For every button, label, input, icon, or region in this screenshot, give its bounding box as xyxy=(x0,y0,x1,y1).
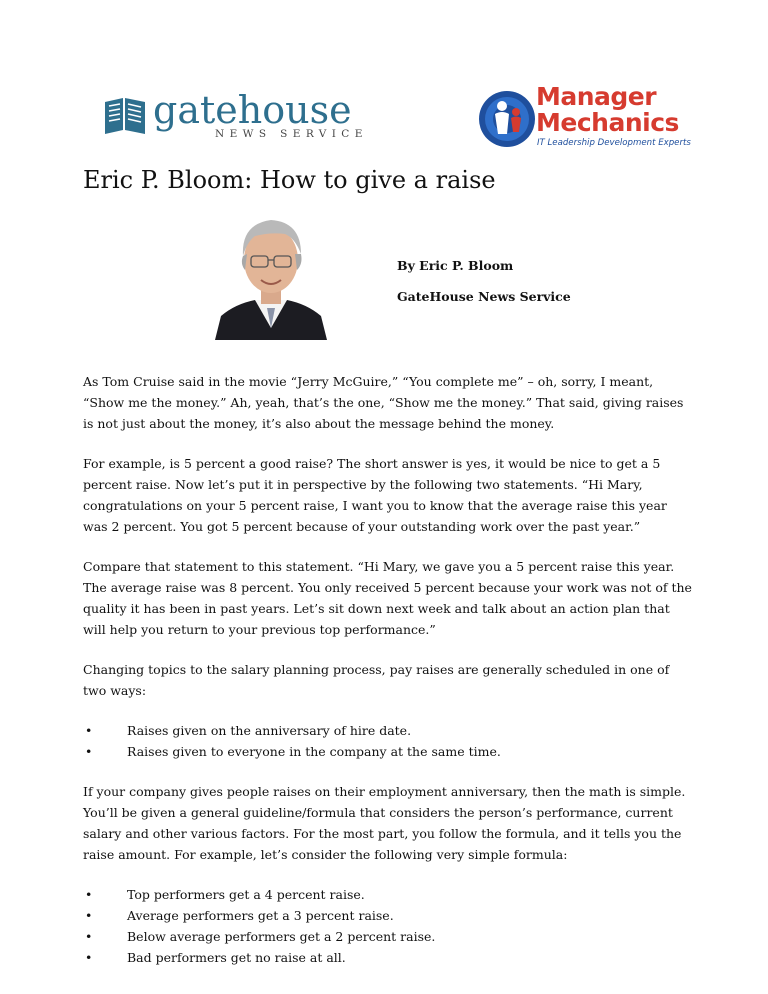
globe-people-icon xyxy=(478,90,536,148)
open-book-icon xyxy=(103,96,147,134)
bullet-icon: • xyxy=(85,950,93,965)
bullet-icon: • xyxy=(85,723,93,738)
list-item xyxy=(85,926,693,947)
article-title: Eric P. Bloom: How to give a raise xyxy=(83,166,496,194)
author-portrait xyxy=(215,204,327,340)
list-item-text: Top performers get a 4 percent raise. xyxy=(127,887,365,902)
paragraph: As Tom Cruise said in the movie “Jerry McGuire,” “You complete me” – oh, sorry, I meant, “Show me the money.” Ah, yeah, that’s the one, “Show me the money.” That said, giving raises is not just about the money, it’s also about the message behind the money. xyxy=(83,374,684,431)
byline-author: By Eric P. Bloom xyxy=(397,258,514,273)
bullet-icon: • xyxy=(85,887,93,902)
list-item-text: Below average performers get a 2 percent raise. xyxy=(127,929,436,944)
paragraph: Changing topics to the salary planning process, pay raises are generally scheduled in one of two ways: xyxy=(83,662,670,698)
manager-mechanics-logo xyxy=(478,82,691,152)
paragraph: Compare that statement to this statement. “Hi Mary, we gave you a 5 percent raise this year. The average raise was 8 percent. You only received 5 percent because your work was not of the quality it has been in past years. Let’s sit down next week and talk about an action plan that will help you return to your previous top performance.” xyxy=(83,559,692,637)
list-item xyxy=(85,884,693,905)
list-item-text: Raises given on the anniversary of hire date. xyxy=(127,723,412,738)
bullet-list xyxy=(83,720,693,762)
byline-source: GateHouse News Service xyxy=(397,289,571,304)
manager-mechanics-wordmark xyxy=(536,84,679,136)
list-item-text: Average performers get a 3 percent raise. xyxy=(127,908,394,923)
list-item xyxy=(85,720,693,741)
gatehouse-subtitle: NEWS SERVICE xyxy=(215,128,368,140)
gatehouse-logo xyxy=(103,88,368,144)
paragraph: If your company gives people raises on their employment anniversary, then the math is simple. You’ll be given a general guideline/formula that considers the person’s performance, current salary and other various factors. For the most part, you follow the formula, and it tells you the raise amount. For example, let’s consider the following very simple formula: xyxy=(83,784,686,862)
list-item-text: Raises given to everyone in the company at the same time. xyxy=(127,744,501,759)
bullet-icon: • xyxy=(85,744,93,759)
list-item xyxy=(85,947,693,968)
list-item-text: Bad performers get no raise at all. xyxy=(127,950,346,965)
bullet-icon: • xyxy=(85,908,93,923)
wordmark-line-1: Manager xyxy=(536,82,657,111)
list-item xyxy=(85,741,693,762)
bullet-icon: • xyxy=(85,929,93,944)
gatehouse-wordmark: gatehouse xyxy=(153,88,352,132)
paragraph: For example, is 5 percent a good raise? The short answer is yes, it would be nice to get a 5 percent raise. Now let’s put it in perspective by the following two statements. “Hi Mary, congratulations on your 5 percent raise, I want you to know that the average raise this year was 2 percent. You got 5 percent because of your outstanding work over the past year.” xyxy=(83,456,667,534)
list-item xyxy=(85,905,693,926)
manager-mechanics-tagline: IT Leadership Development Experts xyxy=(537,138,691,148)
wordmark-line-2: Mechanics xyxy=(536,108,679,137)
bullet-list xyxy=(83,884,693,968)
article-body xyxy=(83,371,693,987)
